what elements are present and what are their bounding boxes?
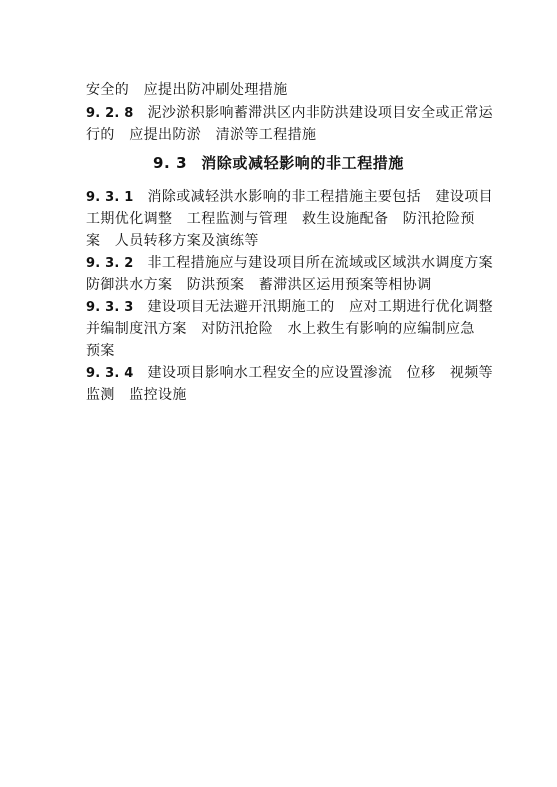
clause-text: 泥沙淤积影响蓄滞洪区内非防洪建设项目安全或正常运 (147, 105, 494, 121)
clause-9-3-1-line-1 (86, 187, 494, 208)
clause-9-3-2-line-2: 防御洪水方案 防洪预案 蓄滞洪区运用预案等相协调 (86, 277, 432, 293)
section-title: 消除或减轻影响的非工程措施 (201, 154, 404, 172)
clause-text: 建设项目无法避开汛期施工的 应对工期进行优化调整 (147, 299, 494, 315)
clause-9-2-8-line-1 (86, 103, 494, 124)
clause-9-3-2-line-1 (86, 253, 494, 274)
clause-number: 9. 3. 3 (86, 300, 134, 315)
section-heading (0, 152, 557, 174)
continuation-text: 安全的 应提出防冲刷处理措施 (86, 82, 288, 98)
clause-number: 9. 3. 4 (86, 366, 134, 381)
clause-text: 建设项目影响水工程安全的应设置渗流 位移 视频等 (147, 365, 494, 381)
clause-text: 消除或减轻洪水影响的非工程措施主要包括 建设项目 (147, 189, 494, 205)
clause-9-3-3-line-2: 并编制度汛方案 对防汛抢险 水上救生有影响的应编制应急 (86, 321, 475, 337)
clause-text: 非工程措施应与建设项目所在流域或区域洪水调度方案 (147, 255, 494, 271)
clause-number: 9. 3. 1 (86, 190, 134, 205)
clause-9-3-3-line-1 (86, 297, 494, 318)
clause-9-2-8-line-2: 行的 应提出防淤 清淤等工程措施 (86, 127, 317, 143)
clause-9-3-4-line-2: 监测 监控设施 (86, 387, 187, 403)
clause-9-3-1-line-2: 工期优化调整 工程监测与管理 救生设施配备 防汛抢险预 (86, 211, 475, 227)
clause-9-3-3-line-3: 预案 (86, 343, 115, 359)
clause-number: 9. 3. 2 (86, 256, 134, 271)
section-number: 9. 3 (152, 154, 188, 172)
clause-9-3-1-line-3: 案 人员转移方案及演练等 (86, 233, 259, 249)
clause-9-3-4-line-1 (86, 363, 494, 384)
clause-number: 9. 2. 8 (86, 106, 134, 121)
